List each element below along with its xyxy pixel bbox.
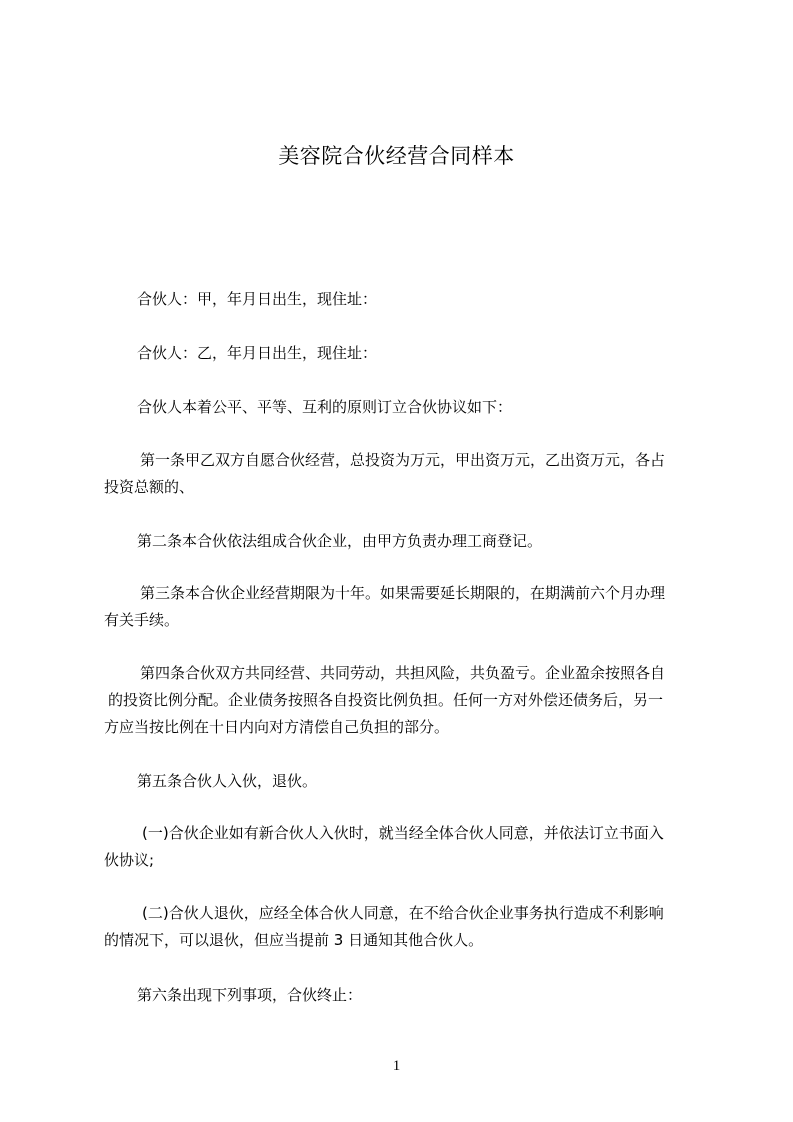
paragraph-line: 有关手续。	[104, 611, 180, 629]
paragraph-line: 第三条本合伙企业经营期限为十年。如果需要延长期限的，在期满前六个月办理	[140, 584, 666, 602]
article-5-item-2	[104, 900, 704, 954]
paragraph-line: 第二条本合伙依法组成合伙企业，由甲方负责办理工商登记。	[137, 532, 543, 550]
paragraph-line: 合伙人本着公平、平等、互利的原则订立合伙协议如下：	[137, 398, 513, 416]
paragraph-line: (一)合伙企业如有新合伙人入伙时，就当经全体合伙人同意，并依法订立书面入	[142, 824, 664, 842]
paragraph-line: (二)合伙人退伙，应经全体合伙人同意，在不给合伙企业事务执行造成不利影响	[142, 904, 664, 922]
paragraph-line: 投资总额的、	[104, 478, 195, 496]
document-title: 美容院合伙经营合同样本	[278, 144, 515, 168]
paragraph-line: 第六条出现下列事项，合伙终止：	[137, 986, 363, 1004]
paragraph-line: 的投资比例分配。企业债务按照各自投资比例负担。任何一方对外偿还债务后，另一	[108, 691, 664, 709]
paragraph-line: 第一条甲乙双方自愿合伙经营，总投资为万元，甲出资万元，乙出资万元，各占	[140, 451, 666, 469]
article-2	[104, 528, 704, 555]
paragraph-line: 伙协议;	[104, 851, 155, 869]
article-3	[104, 580, 704, 634]
paragraph-partner-a	[104, 286, 704, 313]
paragraph-line: 的情况下，可以退伙，但应当提前 3 日通知其他合伙人。	[104, 931, 484, 949]
article-5	[104, 768, 704, 795]
article-5-item-1	[104, 820, 704, 874]
article-1	[104, 447, 704, 501]
article-4	[104, 660, 704, 741]
paragraph-line: 第四条合伙双方共同经营、共同劳动，共担风险，共负盈亏。企业盈余按照各自	[140, 664, 666, 682]
article-6	[104, 982, 704, 1009]
paragraph-partner-b	[104, 340, 704, 367]
paragraph-line: 合伙人：甲，年月日出生，现住址：	[137, 290, 378, 308]
paragraph-line: 合伙人：乙，年月日出生，现住址：	[137, 344, 378, 362]
paragraph-line: 第五条合伙人入伙，退伙。	[137, 772, 318, 790]
page-number: 1	[392, 1058, 401, 1074]
paragraph-line: 方应当按比例在十日内向对方清偿自己负担的部分。	[104, 718, 450, 736]
paragraph-preamble	[104, 394, 704, 421]
